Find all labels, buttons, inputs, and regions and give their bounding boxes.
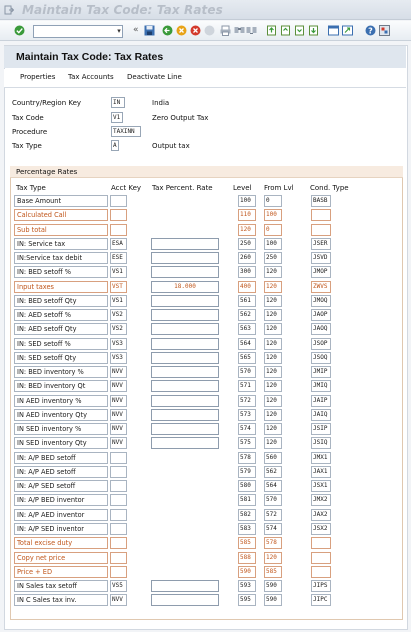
table-row: [14, 523, 400, 535]
tax-type-cell: IN C Sales tax inv.: [14, 594, 108, 606]
last-page-icon[interactable]: [308, 25, 319, 36]
table-row: [14, 266, 400, 278]
deactivate-line-button[interactable]: Deactivate Line: [127, 73, 182, 81]
condition-type-cell: JAOP: [311, 309, 331, 321]
exit-icon[interactable]: [4, 5, 14, 15]
table-row: [14, 452, 400, 464]
level-cell: 561: [238, 295, 256, 307]
level-cell: 562: [238, 309, 256, 321]
tax-type-cell: IN SED inventory Qty: [14, 437, 108, 449]
tax-type-cell: IN: BED setoff %: [14, 266, 108, 278]
tax-rate-input[interactable]: [151, 295, 219, 307]
acct-key-cell: ESE: [110, 252, 127, 264]
from-level-cell: 120: [264, 366, 282, 378]
acct-key-cell: [110, 209, 127, 221]
tax-type-cell: IN: BED setoff Qty: [14, 295, 108, 307]
procedure-field[interactable]: TAXINN: [111, 126, 141, 137]
acct-key-cell: NVV: [110, 366, 127, 378]
condition-type-cell: [311, 566, 331, 578]
condition-type-cell: JMIP: [311, 366, 331, 378]
screen-title-bar: [4, 46, 406, 68]
standard-toolbar: [0, 21, 411, 41]
acct-key-cell: [110, 537, 127, 549]
level-cell: 583: [238, 523, 256, 535]
table-row: [14, 509, 400, 521]
level-cell: 579: [238, 466, 256, 478]
disabled-icon: [204, 25, 215, 36]
from-level-cell: 120: [264, 395, 282, 407]
from-level-cell: 100: [264, 209, 282, 221]
tax-type-cell: Calculated Call: [14, 209, 108, 221]
acct-key-cell: [110, 523, 127, 535]
table-row: [14, 295, 400, 307]
tax-type-description: Output tax: [152, 142, 190, 150]
from-level-cell: 570: [264, 494, 282, 506]
from-level-cell: 578: [264, 537, 282, 549]
condition-type-cell: ZWVS: [311, 281, 331, 293]
table-row: [14, 409, 400, 421]
window-titlebar: [0, 0, 411, 20]
table-row: [14, 195, 400, 207]
acct-key-cell: [110, 224, 127, 236]
tax-type-cell: IN: A/P AED setoff: [14, 466, 108, 478]
level-cell: 564: [238, 338, 256, 350]
tax-type-cell: IN: SED setoff %: [14, 338, 108, 350]
condition-type-cell: JIPC: [311, 594, 331, 606]
level-cell: 572: [238, 395, 256, 407]
condition-type-cell: JAIP: [311, 395, 331, 407]
from-level-cell: 250: [264, 252, 282, 264]
condition-type-cell: JSIQ: [311, 437, 331, 449]
table-row: [14, 566, 400, 578]
level-cell: 563: [238, 323, 256, 335]
tax-rate-input[interactable]: 18.000: [151, 281, 219, 293]
level-cell: 250: [238, 238, 256, 250]
customize-layout-icon[interactable]: [379, 25, 390, 36]
condition-type-cell: JSOP: [311, 338, 331, 350]
tax-type-cell: Input taxes: [14, 281, 108, 293]
level-cell: 120: [238, 224, 256, 236]
table-row: [14, 366, 400, 378]
table-row: [14, 309, 400, 321]
from-level-cell: 120: [264, 352, 282, 364]
from-level-cell: 120: [264, 423, 282, 435]
condition-type-cell: [311, 537, 331, 549]
condition-type-cell: JSVD: [311, 252, 331, 264]
from-level-cell: 564: [264, 480, 282, 492]
condition-type-cell: JMIQ: [311, 380, 331, 392]
col-acct-key: Acct Key: [111, 184, 142, 192]
country-label: Country/Region Key: [12, 99, 82, 107]
tax-rate-input[interactable]: [151, 423, 219, 435]
acct-key-cell: NVV: [110, 423, 127, 435]
condition-type-cell: JMOP: [311, 266, 331, 278]
properties-button[interactable]: Properties: [20, 73, 56, 81]
acct-key-cell: [110, 552, 127, 564]
level-cell: 571: [238, 380, 256, 392]
col-cond-type: Cond. Type: [310, 184, 349, 192]
from-level-cell: 560: [264, 452, 282, 464]
table-row: [14, 552, 400, 564]
tax-type-cell: IN: A/P SED inventor: [14, 523, 108, 535]
tax-rate-input[interactable]: [151, 580, 219, 592]
from-level-cell: 0: [264, 224, 282, 236]
tax-code-field[interactable]: V1: [111, 112, 123, 123]
table-row: [14, 352, 400, 364]
tax-type-cell: IN AED inventory Qty: [14, 409, 108, 421]
table-row: [14, 281, 400, 293]
from-level-cell: 120: [264, 437, 282, 449]
tax-type-cell: IN: AED setoff Qty: [14, 323, 108, 335]
level-cell: 300: [238, 266, 256, 278]
screen-title: Maintain Tax Code: Tax Rates: [16, 51, 164, 63]
application-toolbar: [4, 69, 406, 88]
col-from-lvl: From Lvl: [264, 184, 294, 192]
cancel-icon[interactable]: [190, 25, 201, 36]
col-level: Level: [233, 184, 252, 192]
tax-accounts-button[interactable]: Tax Accounts: [68, 73, 114, 81]
condition-type-cell: JAOQ: [311, 323, 331, 335]
tax-rate-input[interactable]: [151, 380, 219, 392]
acct-key-cell: VS5: [110, 580, 127, 592]
tax-type-cell: IN: AED setoff %: [14, 309, 108, 321]
group-title: Percentage Rates: [16, 168, 78, 176]
tax-rate-input[interactable]: [151, 238, 219, 250]
level-cell: 585: [238, 537, 256, 549]
table-row: [14, 380, 400, 392]
table-row: [14, 323, 400, 335]
table-row: [14, 423, 400, 435]
procedure-label: Procedure: [12, 128, 48, 136]
condition-type-cell: JSX1: [311, 480, 331, 492]
shortcut-icon[interactable]: [342, 25, 353, 36]
from-level-cell: 585: [264, 566, 282, 578]
tax-type-cell: IN: Service tax: [14, 238, 108, 250]
acct-key-cell: NVV: [110, 380, 127, 392]
next-page-icon[interactable]: [294, 25, 305, 36]
level-cell: 588: [238, 552, 256, 564]
from-level-cell: 574: [264, 523, 282, 535]
condition-type-cell: [311, 224, 331, 236]
level-cell: 574: [238, 423, 256, 435]
from-level-cell: 120: [264, 552, 282, 564]
command-field-dropdown-icon[interactable]: ▾: [117, 27, 121, 35]
acct-key-cell: VST: [110, 281, 127, 293]
acct-key-cell: [110, 494, 127, 506]
condition-type-cell: JAX2: [311, 509, 331, 521]
first-page-icon[interactable]: [266, 25, 277, 36]
print-icon[interactable]: [220, 25, 231, 36]
from-level-cell: 120: [264, 409, 282, 421]
help-icon[interactable]: [365, 25, 376, 36]
country-description: India: [152, 99, 170, 107]
level-cell: 595: [238, 594, 256, 606]
level-cell: 590: [238, 566, 256, 578]
table-row: [14, 537, 400, 549]
level-cell: 573: [238, 409, 256, 421]
acct-key-cell: [110, 195, 127, 207]
tax-type-cell: Base Amount: [14, 195, 108, 207]
window-title: Maintain Tax Code: Tax Rates: [22, 3, 223, 17]
table-row: [14, 437, 400, 449]
tax-rate-input[interactable]: [151, 409, 219, 421]
acct-key-cell: VS1: [110, 295, 127, 307]
from-level-cell: 120: [264, 266, 282, 278]
condition-type-cell: JAIQ: [311, 409, 331, 421]
tax-rate-input[interactable]: [151, 437, 219, 449]
condition-type-cell: JSER: [311, 238, 331, 250]
tax-type-cell: IN: BED inventory Qt: [14, 380, 108, 392]
table-row: [14, 494, 400, 506]
command-field[interactable]: [33, 25, 123, 38]
acct-key-cell: VS2: [110, 309, 127, 321]
acct-key-cell: VS3: [110, 352, 127, 364]
col-rate: Tax Percent. Rate: [152, 184, 213, 192]
condition-type-cell: BASB: [311, 195, 331, 207]
tax-type-cell: IN:Service tax debit: [14, 252, 108, 264]
tax-rate-input[interactable]: [151, 338, 219, 350]
from-level-cell: 120: [264, 323, 282, 335]
from-level-cell: 572: [264, 509, 282, 521]
level-cell: 565: [238, 352, 256, 364]
from-level-cell: 562: [264, 466, 282, 478]
level-cell: 581: [238, 494, 256, 506]
tax-type-cell: IN: A/P BED setoff: [14, 452, 108, 464]
condition-type-cell: JAX1: [311, 466, 331, 478]
level-cell: 100: [238, 195, 256, 207]
from-level-cell: 120: [264, 281, 282, 293]
acct-key-cell: [110, 566, 127, 578]
back-icon[interactable]: [162, 25, 173, 36]
table-row: [14, 238, 400, 250]
acct-key-cell: NVV: [110, 409, 127, 421]
level-cell: 575: [238, 437, 256, 449]
tax-type-label: Tax Type: [12, 142, 42, 150]
table-row: [14, 338, 400, 350]
condition-type-cell: JSX2: [311, 523, 331, 535]
level-cell: 570: [238, 366, 256, 378]
tax-type-cell: IN: BED inventory %: [14, 366, 108, 378]
from-level-cell: 590: [264, 580, 282, 592]
acct-key-cell: NVV: [110, 594, 127, 606]
tax-type-cell: Price + ED: [14, 566, 108, 578]
acct-key-cell: VS1: [110, 266, 127, 278]
from-level-cell: 120: [264, 295, 282, 307]
save-icon[interactable]: [144, 25, 155, 36]
acct-key-cell: [110, 480, 127, 492]
from-level-cell: 0: [264, 195, 282, 207]
tax-type-cell: Total excise duty: [14, 537, 108, 549]
condition-type-cell: JMX1: [311, 452, 331, 464]
col-tax-type: Tax Type: [16, 184, 46, 192]
table-row: [14, 224, 400, 236]
table-row: [14, 480, 400, 492]
tax-type-cell: IN: A/P BED inventor: [14, 494, 108, 506]
tax-type-cell: IN Sales tax setoff: [14, 580, 108, 592]
acct-key-cell: NVV: [110, 395, 127, 407]
from-level-cell: 120: [264, 309, 282, 321]
tax-rate-input[interactable]: [151, 366, 219, 378]
condition-type-cell: [311, 552, 331, 564]
svg-text:?: ?: [368, 26, 373, 36]
condition-type-cell: JSIP: [311, 423, 331, 435]
tax-type-cell: IN: A/P SED setoff: [14, 480, 108, 492]
tax-rate-input[interactable]: [151, 266, 219, 278]
country-field[interactable]: IN: [111, 97, 125, 108]
tax-rate-input[interactable]: [151, 323, 219, 335]
check-icon[interactable]: [14, 25, 25, 36]
level-cell: 260: [238, 252, 256, 264]
condition-type-cell: [311, 209, 331, 221]
tax-rate-input[interactable]: [151, 252, 219, 264]
table-row: [14, 466, 400, 478]
level-cell: 400: [238, 281, 256, 293]
level-cell: 593: [238, 580, 256, 592]
find-next-icon[interactable]: [246, 25, 257, 36]
from-level-cell: 100: [264, 238, 282, 250]
acct-key-cell: [110, 452, 127, 464]
level-cell: 580: [238, 480, 256, 492]
table-row: [14, 580, 400, 592]
level-cell: 110: [238, 209, 256, 221]
tax-type-cell: Copy net price: [14, 552, 108, 564]
tax-rate-input[interactable]: [151, 395, 219, 407]
level-cell: 578: [238, 452, 256, 464]
condition-type-cell: JSOQ: [311, 352, 331, 364]
condition-type-cell: JMOQ: [311, 295, 331, 307]
exit-session-icon[interactable]: [176, 25, 187, 36]
percentage-rates-header: [10, 166, 403, 178]
tax-type-cell: Sub total: [14, 224, 108, 236]
acct-key-cell: ESA: [110, 238, 127, 250]
tax-code-label: Tax Code: [12, 114, 44, 122]
previous-page-icon[interactable]: [280, 25, 291, 36]
tax-type-cell: IN SED inventory %: [14, 423, 108, 435]
acct-key-cell: [110, 466, 127, 478]
tax-type-cell: IN AED inventory %: [14, 395, 108, 407]
acct-key-cell: [110, 509, 127, 521]
acct-key-cell: VS2: [110, 323, 127, 335]
tax-type-field[interactable]: A: [111, 140, 119, 151]
table-row: [14, 594, 400, 606]
condition-type-cell: JIPS: [311, 580, 331, 592]
tax-rate-input[interactable]: [151, 352, 219, 364]
table-row: [14, 252, 400, 264]
from-level-cell: 590: [264, 594, 282, 606]
find-icon[interactable]: [234, 25, 245, 36]
condition-type-cell: JMX2: [311, 494, 331, 506]
tax-rate-input[interactable]: [151, 594, 219, 606]
level-cell: 582: [238, 509, 256, 521]
acct-key-cell: NVV: [110, 437, 127, 449]
create-session-icon[interactable]: [328, 25, 339, 36]
table-row: [14, 395, 400, 407]
tax-type-cell: IN: SED setoff Qty: [14, 352, 108, 364]
tax-type-cell: IN: A/P AED inventor: [14, 509, 108, 521]
tax-code-description: Zero Output Tax: [152, 114, 209, 122]
tax-rate-input[interactable]: [151, 309, 219, 321]
table-row: [14, 209, 400, 221]
history-back-arrow-icon[interactable]: «: [133, 25, 139, 35]
from-level-cell: 120: [264, 338, 282, 350]
acct-key-cell: VS3: [110, 338, 127, 350]
from-level-cell: 120: [264, 380, 282, 392]
